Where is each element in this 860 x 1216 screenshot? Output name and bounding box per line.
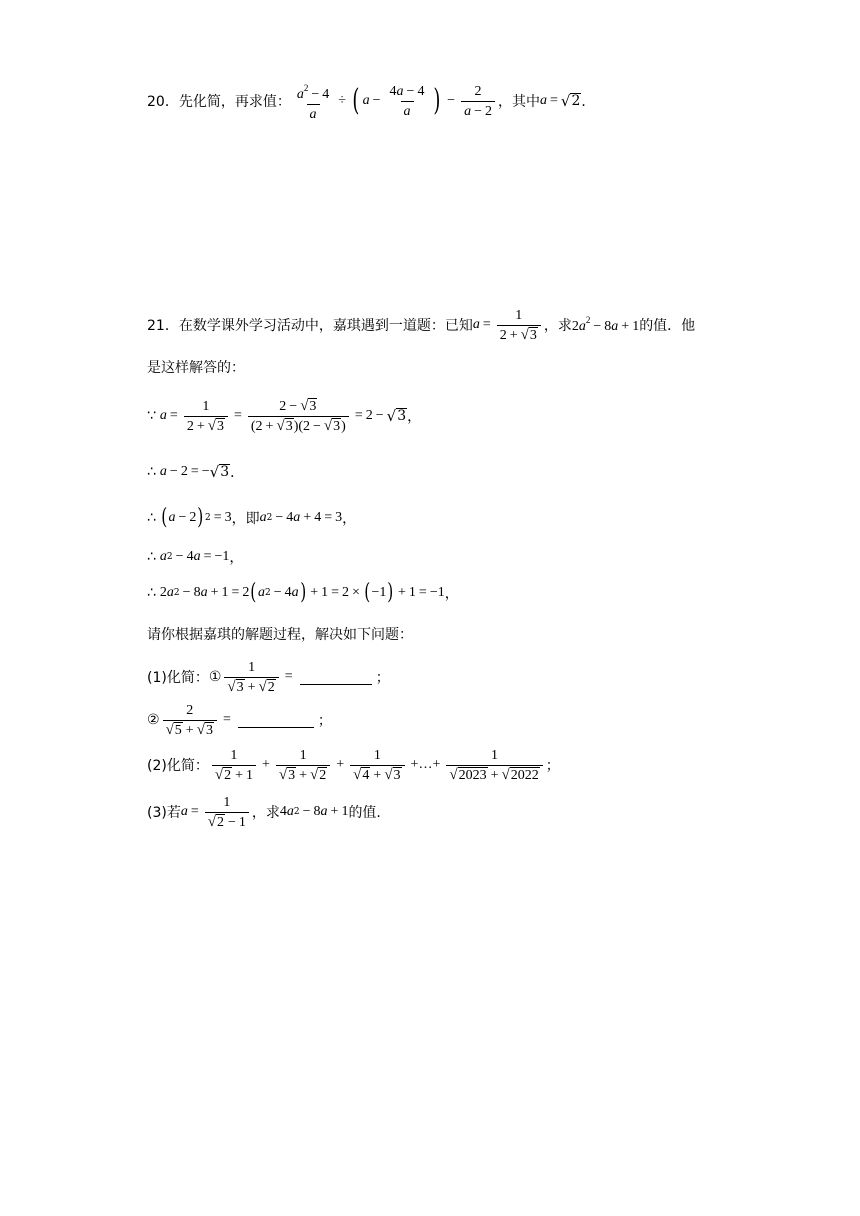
part-1-a: (1)化简： ① 1 √ 3 + √ 2 = ； bbox=[147, 659, 390, 695]
q20-prompt: 先化简，再求值： bbox=[178, 94, 291, 110]
q20-where: ，其中 bbox=[497, 94, 540, 110]
step-4: ∴ a 2 − 4 a = −1 ， bbox=[147, 549, 244, 566]
q21-line-1: 21． 在数学课外学习活动中，嘉琪遇到一道题：已知 a = 1 2 + √ 3 ，求 $2a^2 - 8a + 1$ 的值．他 bbox=[147, 307, 696, 343]
q20-fraction-a: $\frac{a^2 - 4}{a}$ bbox=[296, 82, 330, 122]
q21-intro: 在数学课外学习活动中，嘉琪遇到一道题：已知 bbox=[178, 318, 473, 334]
answer-blank-2[interactable] bbox=[238, 713, 314, 728]
q20-fraction-b: $\frac{4a - 4}{a}$ bbox=[389, 83, 425, 119]
part-1-b: ② 2 √ 5 + √ 3 = ； bbox=[147, 702, 332, 738]
instruction: 请你根据嘉琪的解题过程，解决如下问题： bbox=[147, 627, 413, 643]
q21-given-fraction: 1 2 + √ 3 bbox=[497, 306, 541, 345]
step-1: ∵ a = 1 2 + √ 3 = 2 − √ 3 (2 + √ 3 )(2 − √ 3 ) = 2 − √ 3 ， bbox=[147, 397, 422, 434]
part-2: (2)化简： 1 √ 2 + 1 + 1 √ 3 + √ 2 + 1 √ 4 + √ 3 +…+ 1 √ 2023 + √ 2022 ； bbox=[147, 747, 560, 783]
q21-line-2: 是这样解答的： bbox=[147, 360, 245, 376]
part-3: (3)若 a = 1 √ 2 − 1 ，求 4 a 2 − 8 a + 1 的值. bbox=[147, 794, 381, 830]
q20-line: 20． 先化简，再求值： $\frac{a^2 - 4}{a}$ ÷ ( a − $\frac{4a - 4}{a}$ ) − $\frac{2}{a - 2}$ ，其中 a = √ 2 ． bbox=[147, 78, 595, 124]
answer-blank-1[interactable] bbox=[300, 670, 372, 685]
step-3: ∴ ( a − 2 ) 2 = 3 ，即 a 2 − 4 a + 4 = 3 ， bbox=[147, 505, 357, 530]
step-2: ∴ a − 2 = − √ 3 ． bbox=[147, 463, 245, 481]
q21-number: 21． bbox=[147, 318, 179, 334]
q20-fraction-c: $\frac{2}{a - 2}$ bbox=[461, 82, 495, 121]
step-5: ∴ 2 a 2 − 8 a + 1 = 2 ( a 2 − 4 a ) + 1 = 2 × ( −1 ) + 1 = −1 ， bbox=[147, 580, 459, 605]
q20-number: 20． bbox=[147, 94, 179, 110]
